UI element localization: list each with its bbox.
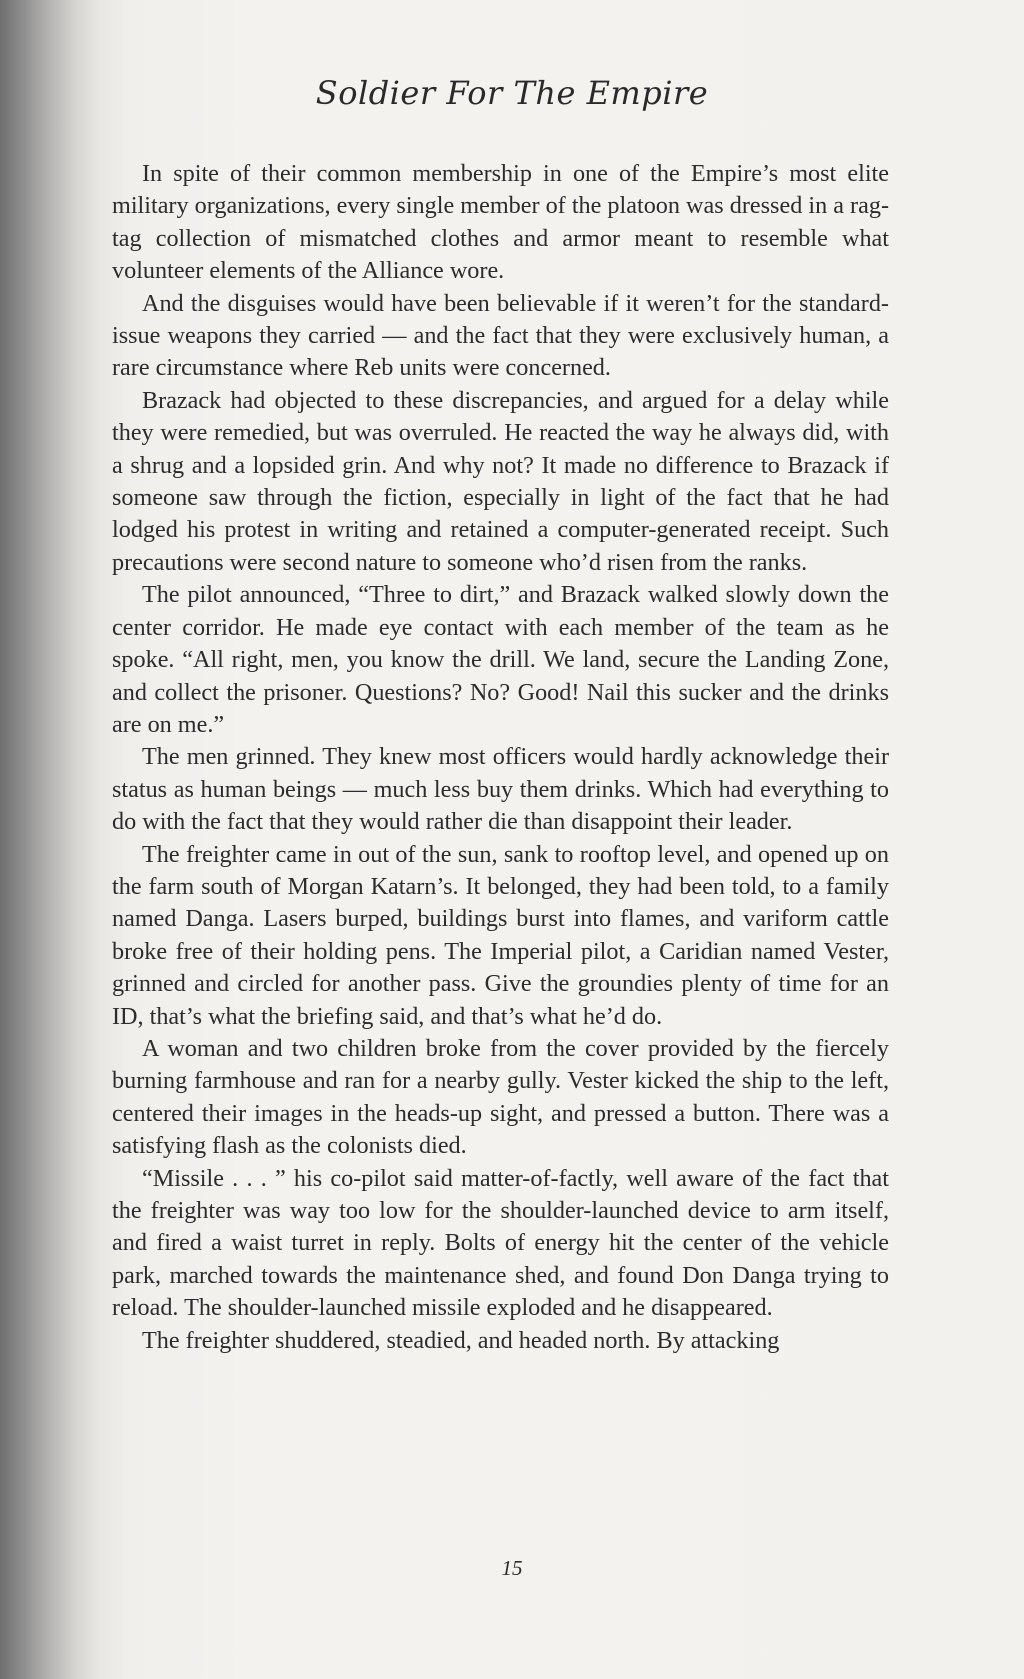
running-head-title: Soldier For The Empire [315,74,709,112]
paragraph: The pilot announced, “Three to dirt,” and Brazack walked slowly down the center corridor. He made eye contact with each member of the team as he spoke. “All right, men, you know the drill. We land, secure the Landing Zone, and collect the prisoner. Questions? No? Good! Nail this sucker and the drinks are on me.” [112,581,889,738]
paragraph: Brazack had objected to these discrepancies, and argued for a delay while they were remedied, but was overruled. He reacted the way he always did, with a shrug and a lopsided grin. And why not? It made no difference to Brazack if someone saw through the fiction, especially in light of the fact that he had lodged his protest in writing and retained a computer-generated receipt. Such precautions were second nature to someone who’d risen from the ranks. [112,386,889,576]
paragraph: “Missile . . . ” his co-pilot said matter-of-factly, well aware of the fact that the freighter was way too low for the shoulder-launched device to arm itself, and fired a waist turret in reply. Bolts of energy hit the center of the vehicle park, marched towards the maintenance shed, and found Don Danga trying to reload. The shoulder-launched missile exploded and he disappeared. [112,1164,889,1322]
paragraph: The men grinned. They knew most officers would hardly acknowledge their status as human beings — much less buy them drinks. Which had everything to do with the fact that they would rather die than disappoint their leader. [112,743,889,836]
paragraph: A woman and two children broke from the cover provided by the fiercely burning farmhouse and ran for a nearby gully. Vester kicked the ship to the left, centered their images in the heads-up sight, and pressed a button. There was a satisfying flash as the colonists died. [112,1034,889,1160]
page-number: 15 [501,1556,523,1580]
paragraph: And the disguises would have been believable if it weren’t for the standard-issue weapons they carried — and the fact that they were exclusively human, a rare circumstance where Reb units were concerned. [112,289,889,382]
body-text [112,158,889,1357]
paragraph: In spite of their common membership in one of the Empire’s most elite military organizations, every single member of the platoon was dressed in a rag-tag collection of mismatched clothes and armor meant to resemble what volunteer elements of the Alliance wore. [112,160,889,285]
paragraph: The freighter shuddered, steadied, and headed north. By attacking [142,1326,780,1354]
paragraph: The freighter came in out of the sun, sank to rooftop level, and opened up on the farm south of Morgan Katarn’s. It belonged, they had been told, to a family named Danga. Lasers burped, buildings burst into flames, and variform cattle broke free of their holding pens. The Imperial pilot, a Caridian named Vester, grinned and circled for another pass. Give the groundies plenty of time for an ID, that’s what the briefing said, and that’s what he’d do. [112,840,889,1030]
